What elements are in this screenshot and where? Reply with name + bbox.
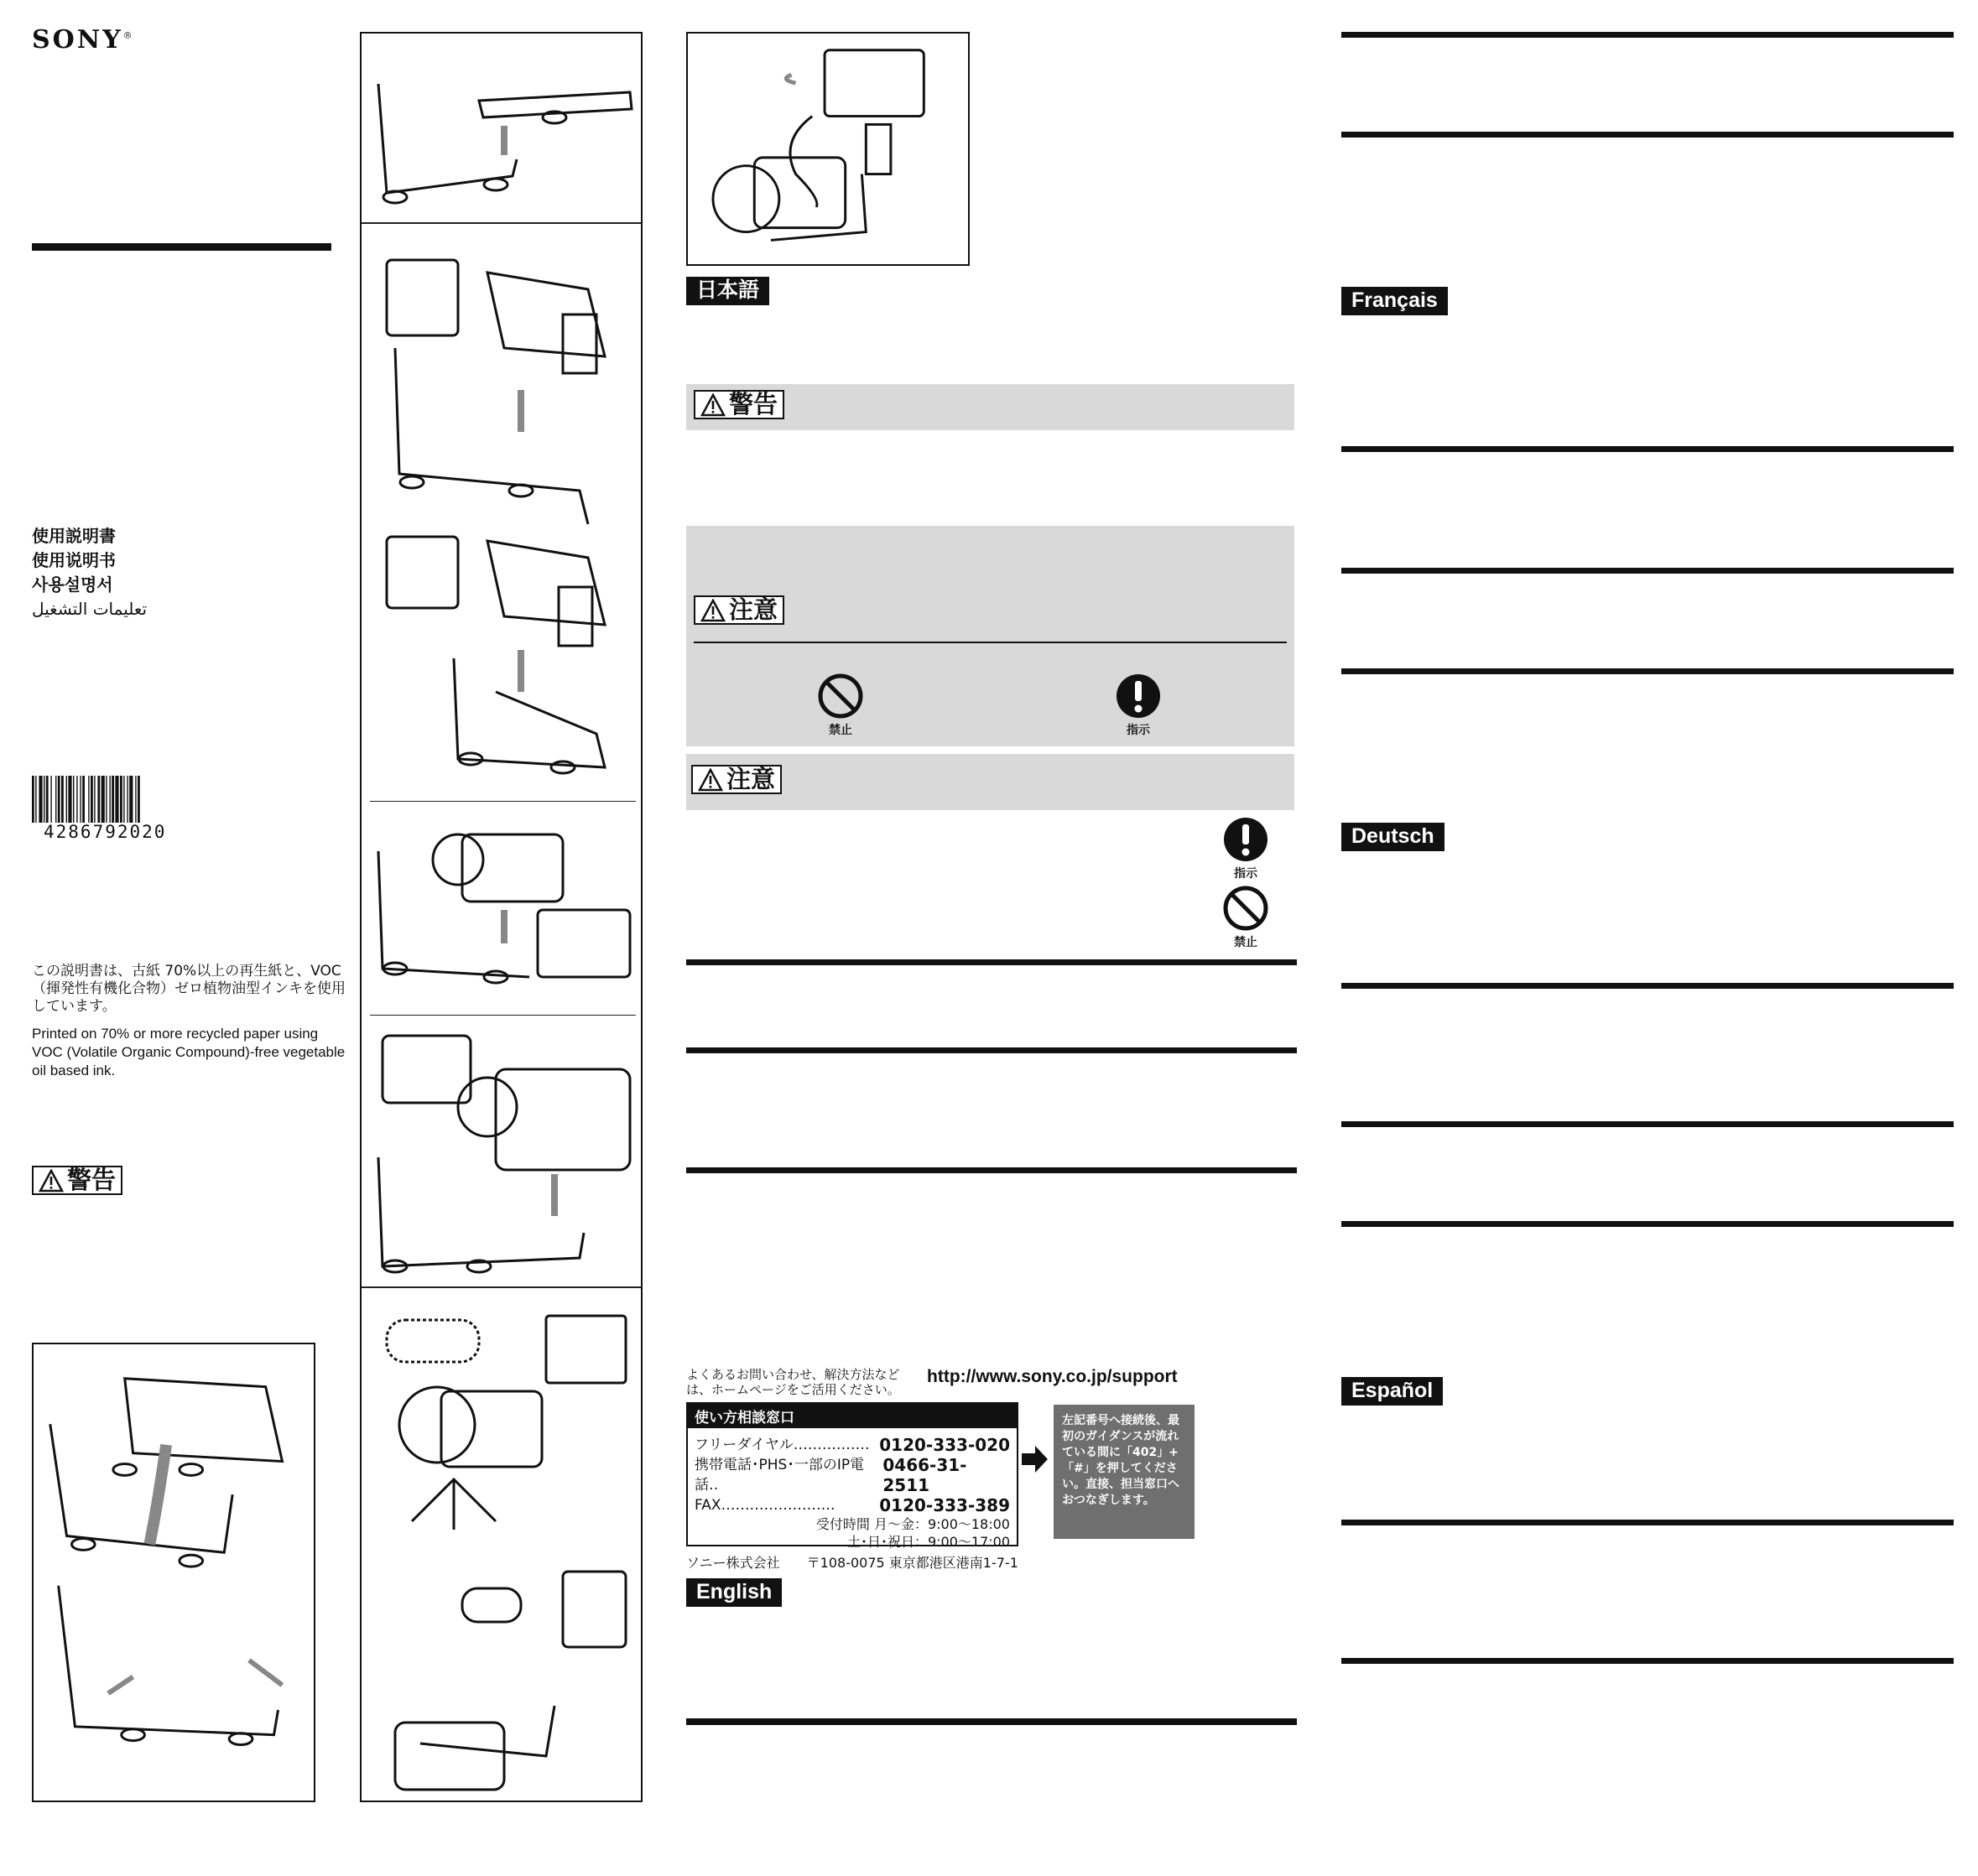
title-zh: 使用说明书: [32, 550, 116, 570]
section-rule: [1341, 668, 1954, 674]
title-ja: 使用説明書: [32, 526, 116, 546]
dslr-mount-illustration: [362, 1015, 643, 1286]
support-row: FAX‥‥‥‥‥‥‥‥‥‥‥‥ 0120-333-389: [695, 1495, 1010, 1515]
lang-tag-german: Deutsch: [1341, 823, 1444, 851]
section-rule: [686, 959, 1297, 965]
support-row: フリーダイヤル‥‥‥‥‥‥‥‥ 0120-333-020: [695, 1435, 1010, 1455]
title-ar: تعليمات التشغيل: [32, 599, 148, 619]
lang-tag-spanish: Español: [1341, 1377, 1443, 1406]
light-mount-illustration: [686, 32, 970, 266]
support-hours-weekday: 受付時間 月〜金：9:00〜18:00: [815, 1516, 1010, 1532]
instruction-icon: [1222, 816, 1269, 863]
warning-triangle-icon: [698, 768, 723, 792]
section-rule: [686, 1167, 1297, 1173]
title-rule: [32, 243, 331, 251]
manual-titles: [32, 524, 147, 621]
section-rule: [1341, 1658, 1954, 1664]
instruction-symbol: 指示: [1109, 673, 1168, 738]
accessory-usage-illustration: [362, 1286, 643, 1802]
bracket-assembly-illustration: [362, 34, 643, 222]
support-url-link[interactable]: http://www.sony.co.jp/support: [927, 1367, 1178, 1386]
company-address: ソニー株式会社 〒108-0075 東京都港区港南1-7-1: [686, 1555, 1018, 1571]
section-rule: [1341, 446, 1954, 452]
section-rule: [1341, 983, 1954, 989]
section-rule: [1341, 568, 1954, 574]
caution-divider: [694, 642, 1287, 643]
caution-panel: [686, 526, 1294, 746]
support-lead-text: よくあるお問い合わせ、解決方法などは、ホームページをご活用ください。: [686, 1367, 900, 1397]
recycled-note-jp: この説明書は、古紙 70%以上の再生紙と、VOC（揮発性有機化合物）ゼロ植物油型インキを使用しています。: [32, 963, 346, 1015]
section-rule: [1341, 32, 1954, 38]
support-hours-weekend: 土･日･祝日：9:00〜17:00: [846, 1534, 1010, 1550]
support-guidance-note: 左記番号へ接続後、最初のガイダンスが流れている間に「402」+「#」を押してください。直接、担当窓口へおつなぎします。: [1054, 1405, 1195, 1539]
section-rule: [1341, 1121, 1954, 1127]
warning-triangle-icon: [700, 393, 726, 417]
warning-triangle-icon: [700, 599, 726, 622]
bracket-fold-illustration: [32, 1343, 315, 1802]
caution-label: 注意: [694, 595, 784, 625]
camcorder-mount-illustration: [362, 222, 643, 801]
support-contact-box: [686, 1402, 1018, 1550]
lang-tag-japanese: 日本語: [686, 277, 769, 305]
mirrorless-mount-illustration: [362, 801, 643, 1015]
section-rule: [686, 1718, 1297, 1725]
warning-label-col1: 警告: [32, 1166, 122, 1195]
section-rule: [686, 1047, 1297, 1053]
arrow-right-icon: [1022, 1444, 1049, 1474]
lang-tag-french: Français: [1341, 287, 1448, 315]
warning-triangle-icon: [39, 1169, 64, 1193]
instruction-icon: [1115, 673, 1162, 720]
prohibited-icon: [817, 673, 864, 720]
sony-logo: SONY®: [32, 25, 133, 55]
support-row: 携帯電話･PHS･一部のIP電話‥ 0466-31-2511: [695, 1455, 967, 1495]
warning-label: 警告: [694, 390, 784, 419]
prohibited-symbol: 禁止: [811, 673, 870, 738]
barcode-number: 4286792020: [44, 822, 167, 842]
section-rule: [1341, 1520, 1954, 1525]
title-ko: 사용설명서: [32, 574, 113, 595]
mounting-illustrations-panel: [360, 32, 643, 1802]
lang-tag-english: English: [686, 1578, 782, 1607]
barcode-icon: [32, 776, 179, 823]
prohibited-symbol-2: 禁止: [1216, 885, 1275, 950]
support-box-title: 使い方相談窓口: [688, 1404, 1017, 1428]
caution-label-2: 注意: [691, 765, 782, 794]
section-rule: [1341, 132, 1954, 138]
instruction-symbol-2: 指示: [1216, 816, 1275, 881]
recycled-note-en: Printed on 70% or more recycled paper using VOC (Volatile Organic Compound)-free vegetable oil based ink.: [32, 1026, 346, 1078]
section-rule: [1341, 1221, 1954, 1227]
prohibited-icon: [1222, 885, 1269, 932]
